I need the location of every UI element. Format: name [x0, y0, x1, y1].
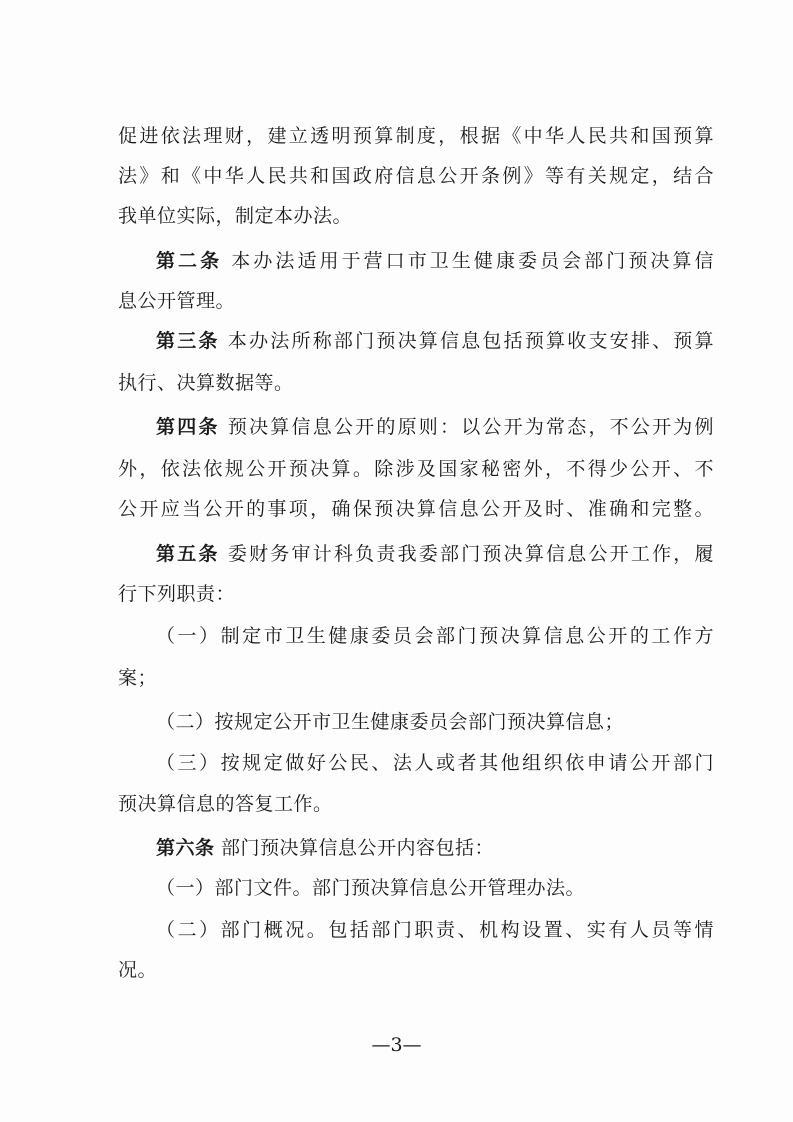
- paragraph-line: 促进依法理财，建立透明预算制度，根据《中华人民共和国预算: [118, 125, 714, 147]
- article-text: 委财务审计科负责我委部门预决算信息公开工作，履: [219, 543, 714, 565]
- paragraph-line: 我单位实际，制定本办法。: [118, 205, 353, 227]
- list-item: （二）按规定公开市卫生健康委员会部门预决算信息；: [156, 711, 625, 733]
- page-number: —3—: [371, 1034, 422, 1056]
- article-text: 本办法所称部门预决算信息包括预算收支安排、预算: [219, 330, 714, 352]
- paragraph-line: 况。: [118, 959, 158, 981]
- paragraph-line: 案；: [118, 667, 158, 689]
- paragraph-line: 预决算信息的答复工作。: [118, 793, 333, 815]
- article-heading: 第五条: [156, 543, 220, 565]
- paragraph-line: 公开应当公开的事项，确保预决算信息公开及时、准确和完整。: [118, 498, 714, 520]
- paragraph-line: 法》和《中华人民共和国政府信息公开条例》等有关规定，结合: [118, 165, 714, 187]
- article-heading: 第二条: [156, 250, 223, 272]
- article-5: [156, 536, 714, 572]
- paragraph-line: 外，依法依规公开预决算。除涉及国家秘密外，不得少公开、不: [118, 458, 714, 480]
- article-heading: 第四条: [156, 416, 220, 438]
- paragraph-line: 息公开管理。: [118, 290, 236, 312]
- article-6: [156, 830, 494, 866]
- article-3: [156, 323, 714, 359]
- article-heading: 第六条: [156, 837, 215, 859]
- article-text: 预决算信息公开的原则：以公开为常态，不公开为例: [219, 416, 714, 438]
- article-4: [156, 409, 714, 445]
- article-heading: 第三条: [156, 330, 220, 352]
- list-item: （三）按规定做好公民、法人或者其他组织依申请公开部门: [156, 752, 714, 774]
- article-2: [156, 243, 714, 279]
- article-text: 本办法适用于营口市卫生健康委员会部门预决算信: [222, 250, 714, 272]
- article-text: 部门预决算信息公开内容包括：: [214, 837, 495, 859]
- list-item: （一）制定市卫生健康委员会部门预决算信息公开的工作方: [156, 625, 714, 647]
- paragraph-line: 行下列职责：: [118, 583, 236, 605]
- list-item: （二）部门概况。包括部门职责、机构设置、实有人员等情: [156, 919, 714, 941]
- paragraph-line: 执行、决算数据等。: [118, 372, 294, 394]
- list-item: （一）部门文件。部门预决算信息公开管理办法。: [156, 877, 586, 899]
